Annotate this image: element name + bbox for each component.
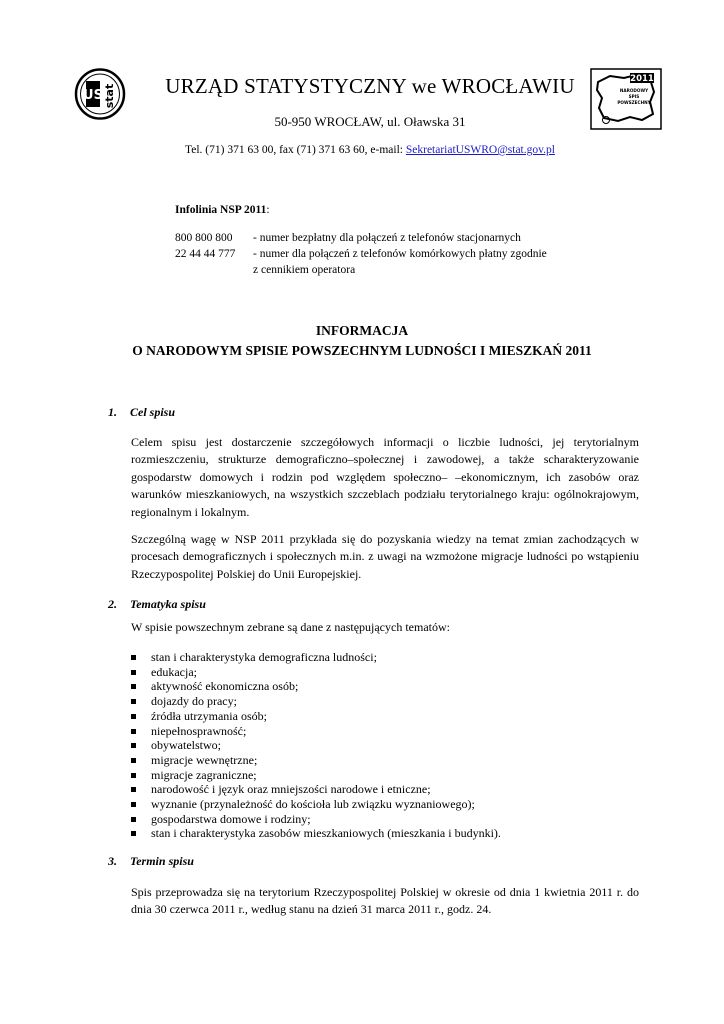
svg-text:POWSZECHNY: POWSZECHNY	[617, 100, 651, 105]
infoline-number: 22 44 44 777	[175, 248, 236, 260]
section-3-heading: 3. Termin spisu	[108, 854, 194, 868]
section-1-heading: 1. Cel spisu	[108, 405, 176, 419]
infoline-desc: - numer bezpłatny dla połączeń z telefonów stacjonarnych	[253, 232, 521, 244]
infoline-desc: - numer dla połączeń z telefonów komórkowych płatny zgodnie	[253, 248, 547, 260]
svg-text:US: US	[83, 88, 103, 103]
section-3-paragraph-1: Spis przeprowadza się na terytorium Rzeczypospolitej Polskiej w okresie od dnia 1 kwietnia 2011 r. do dnia 30 czerwca 2011 r., według stanu na dzień 31 marca 2011 r., godz. 24.	[131, 885, 639, 917]
svg-text:NARODOWY: NARODOWY	[619, 88, 649, 93]
list-item: migracje wewnętrzne;	[131, 753, 501, 768]
infoline-continuation: z cennikiem operatora	[253, 264, 356, 276]
infoline-row	[175, 246, 573, 262]
section-1-paragraph-2: Szczególną wagę w NSP 2011 przykłada się do pozyskania wiedzy na temat zmian zachodzących w procesach demograficznych i społecznych m.in. z uwagi na wzmożone migracje ludności po wstąpieniu Rzeczypospolitej Polskiej do Unii Europejskiej.	[131, 532, 639, 581]
heading-line-1: INFORMACJA	[315, 323, 409, 338]
svg-text:2011: 2011	[630, 74, 654, 84]
us-stat-logo	[74, 68, 126, 120]
topics-list	[131, 650, 501, 841]
list-item: wyznanie (przynależność do kościoła lub związku wyznaniowego);	[131, 797, 501, 812]
nsp-2011-logo	[590, 68, 662, 130]
svg-text:stat: stat	[103, 83, 116, 109]
list-item: obywatelstwo;	[131, 738, 501, 753]
list-item: dojazdy do pracy;	[131, 694, 501, 709]
list-item: stan i charakterystyka demograficzna ludności;	[131, 650, 501, 665]
section-2-intro: W spisie powszechnym zebrane są dane z następujących tematów:	[131, 620, 450, 634]
infoline-title: Infolinia NSP 2011:	[175, 204, 270, 216]
heading-line-2: O NARODOWYM SPISIE POWSZECHNYM LUDNOŚCI I MIESZKAŃ 2011	[132, 343, 592, 358]
org-address: 50-950 WROCŁAW, ul. Oławska 31	[274, 114, 466, 129]
org-contact	[100, 144, 640, 156]
list-item: narodowość i język oraz mniejszości narodowe i etniczne;	[131, 782, 501, 797]
email-link[interactable]: SekretariatUSWRO@stat.gov.pl	[405, 144, 555, 156]
document-heading	[60, 321, 664, 361]
list-item: migracje zagraniczne;	[131, 768, 501, 783]
list-item: niepełnosprawność;	[131, 724, 501, 739]
list-item: źródła utrzymania osób;	[131, 709, 501, 724]
org-title: URZĄD STATYSTYCZNY we WROCŁAWIU	[165, 74, 575, 98]
section-1-paragraph-1: Celem spisu jest dostarczenie szczegółowych informacji o liczbie ludności, jej terytorialnym rozmieszczeniu, strukturze demograficzno–społecznej i zawodowej, a także scharakteryzowanie gospodarstw domowych i rodzin pod względem społeczno– –ekonomicznym, ich zasobów oraz warunków mieszkaniowych, na wszystkich szczeblach podziału terytorialnego kraju: ogólnokrajowym, regionalnym i lokalnym.	[131, 435, 639, 519]
list-item: stan i charakterystyka zasobów mieszkaniowych (mieszkania i budynki).	[131, 826, 501, 841]
infoline-row	[175, 230, 573, 246]
list-item: edukacja;	[131, 665, 501, 680]
infoline-block	[175, 202, 573, 278]
list-item: aktywność ekonomiczna osób;	[131, 679, 501, 694]
infoline-number: 800 800 800	[175, 232, 233, 244]
contact-phone-fax: Tel. (71) 371 63 00, fax (71) 371 63 60, e-mail:	[185, 144, 406, 156]
section-2-heading: 2. Tematyka spisu	[108, 597, 206, 611]
list-item: gospodarstwa domowe i rodziny;	[131, 812, 501, 827]
svg-text:SPIS: SPIS	[628, 94, 640, 99]
